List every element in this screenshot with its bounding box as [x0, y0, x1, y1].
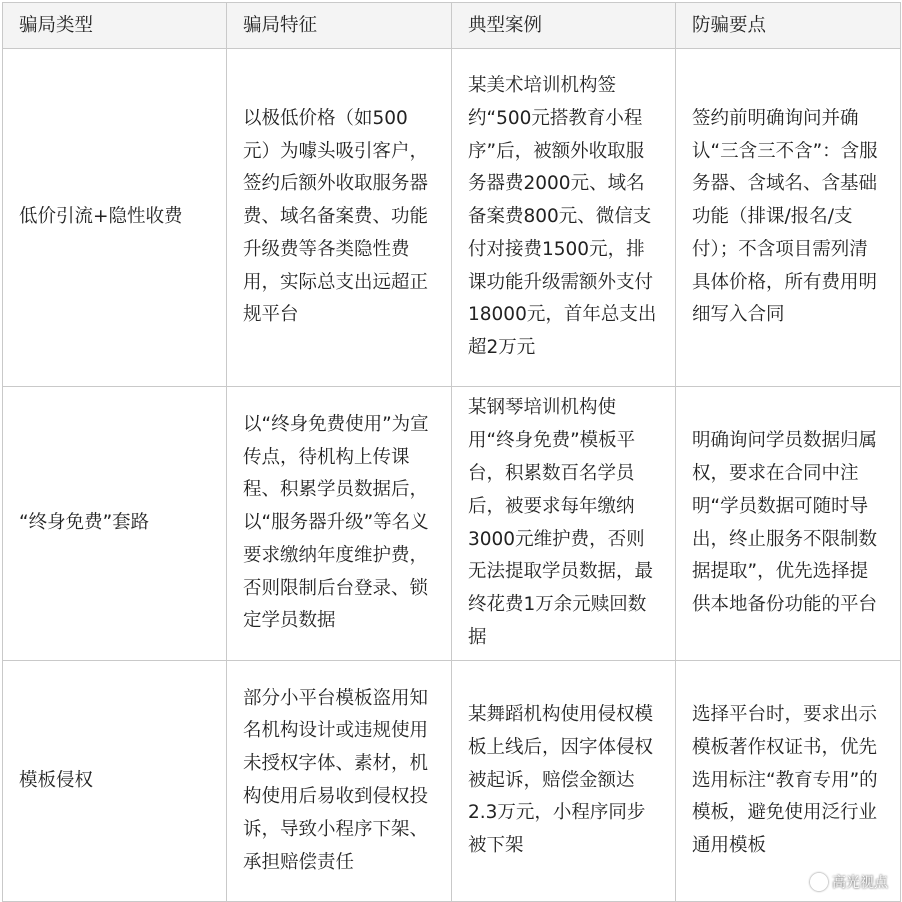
cell-scam-type: 低价引流+隐性收费: [3, 49, 227, 387]
cell-prevention-tips: 选择平台时，要求出示模板著作权证书，优先选用标注“教育专用”的模板，避免使用泛行业通用模板: [676, 661, 901, 902]
watermark-logo-icon: [810, 873, 828, 891]
table-row: [3, 661, 901, 902]
cell-scam-feature: 部分小平台模板盗用知名机构设计或违规使用未授权字体、素材，机构使用后易收到侵权投诉，导致小程序下架、承担赔偿责任: [227, 661, 452, 902]
watermark-label: 高光视点: [832, 875, 888, 891]
cell-typical-case: 某钢琴培训机构使用“终身免费”模板平台，积累数百名学员后，被要求每年缴纳3000元维护费，否则无法提取学员数据，最终花费1万余元赎回数据: [452, 387, 676, 661]
cell-scam-type: “终身免费”套路: [3, 387, 227, 661]
cell-scam-feature: 以“终身免费使用”为宣传点，待机构上传课程、积累学员数据后，以“服务器升级”等名义要求缴纳年度维护费，否则限制后台登录、锁定学员数据: [227, 387, 452, 661]
header-scam-type: 骗局类型: [3, 3, 227, 49]
scam-table: [2, 2, 901, 902]
table-row: [3, 387, 901, 661]
cell-typical-case: 某舞蹈机构使用侵权模板上线后，因字体侵权被起诉，赔偿金额达2.3万元，小程序同步被下架: [452, 661, 676, 902]
cell-scam-type: 模板侵权: [3, 661, 227, 902]
table-row: [3, 49, 901, 387]
cell-prevention-tips: 签约前明确询问并确认“三含三不含”：含服务器、含域名、含基础功能（排课/报名/支付）；不含项目需列清具体价格，所有费用明细写入合同: [676, 49, 901, 387]
cell-typical-case: 某美术培训机构签约“500元搭教育小程序”后，被额外收取服务器费2000元、域名备案费800元、微信支付对接费1500元，排课功能升级需额外支付18000元，首年总支出超2万元: [452, 49, 676, 387]
header-typical-case: 典型案例: [452, 3, 676, 49]
cell-scam-feature: 以极低价格（如500元）为噱头吸引客户，签约后额外收取服务器费、域名备案费、功能升级费等各类隐性费用，实际总支出远超正规平台: [227, 49, 452, 387]
watermark: [810, 872, 888, 892]
header-scam-feature: 骗局特征: [227, 3, 452, 49]
cell-prevention-tips: 明确询问学员数据归属权，要求在合同中注明“学员数据可随时导出，终止服务不限制数据提取”，优先选择提供本地备份功能的平台: [676, 387, 901, 661]
table-header-row: [3, 3, 901, 49]
watermark-overlay: 高光视点: [770, 833, 863, 858]
header-prevention-tips: 防骗要点: [676, 3, 901, 49]
